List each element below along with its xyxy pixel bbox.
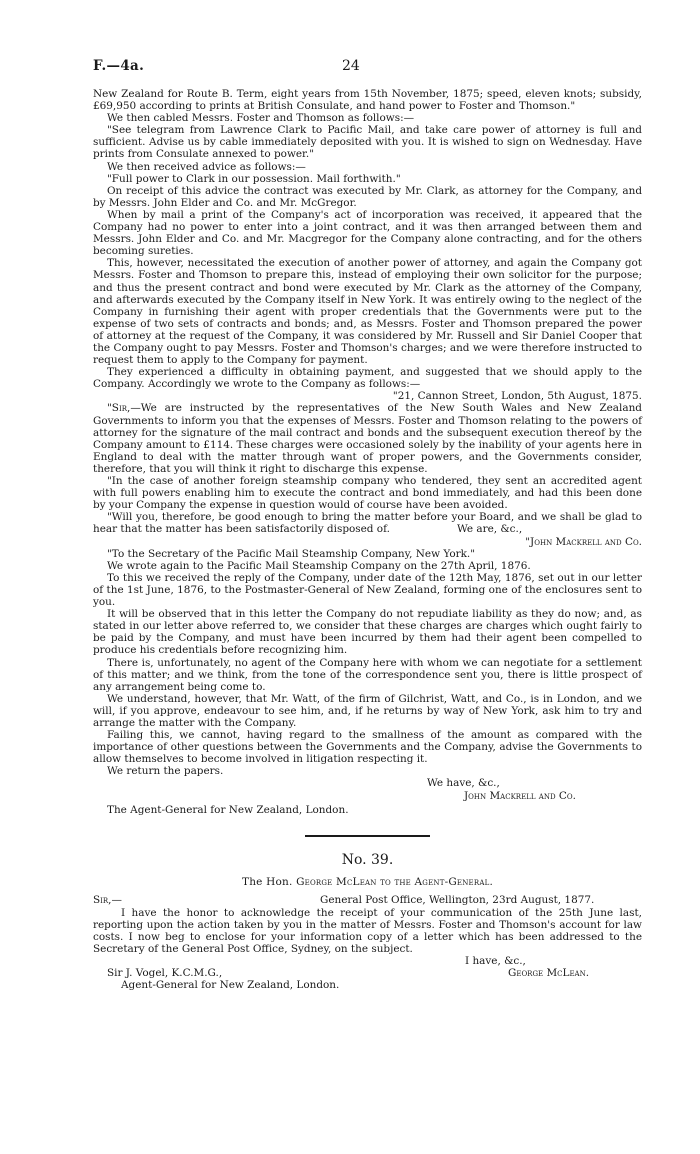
salutation-row — [93, 894, 642, 907]
paragraph: They experienced a difficulty in obtaining payment, and suggested that we should apply to the Company. Accordingly we wrote to the Company as follows:— — [93, 366, 642, 391]
closing-i-have: I have, &c., — [465, 955, 526, 968]
letter-body: I have the honor to acknowledge the receipt of your communication of the 25th June last, reporting upon the action taken by you in the matter of Messrs. Foster and Thomson's account for law costs. I now beg to enclose for your information copy of a letter which has been addressed to the Secretary of the General Post Office, Sydney, on the subject. — [93, 906, 642, 955]
letter-address: "21, Cannon Street, London, 5th August, 1875. — [392, 390, 642, 403]
letter-addressee: "To the Secretary of the Pacific Mail Steamship Company, New York." — [107, 547, 476, 560]
paragraph: This, however, necessitated the execution of another power of attorney, and again the Company got Messrs. Foster and Thomson to prepare this, instead of employing their own solicitor for the purpose; and thus the present contract and bond were executed by Mr. Clark as the attorney of the Company, and afterwards executed by the Company itself in New York. It was entirely owing to the neglect of the Company in furnishing their agent with proper credentials that the Governments were put to the expense of two sets of contracts and bonds; and, as Messrs. Foster and Thomson prepared the power of attorney at the request of the Company, it was considered by Mr. Russell and Sir Daniel Cooper that the Company ought to pay Messrs. Foster and Thomson's charges; and we were therefore instructed to request them to apply to the Company for payment. — [93, 257, 642, 367]
sender-address: General Post Office, Wellington, 23rd August, 1877. — [320, 893, 595, 906]
paragraph: "Full power to Clark in our possession. Mail forthwith." — [107, 172, 401, 185]
document-body — [93, 88, 642, 816]
letter-paragraph: "Will you, therefore, be good enough to bring the matter before your Board, and we shall be glad to hear that the matter has been satisfactorily disposed of. — [93, 511, 642, 536]
from-prefix: The Hon. — [242, 875, 293, 888]
closing-signature: John Mackrell and Co. — [464, 789, 576, 802]
letter-closing: We are, &c., — [457, 523, 523, 536]
document-page — [93, 58, 642, 991]
closing-we-have: We have, &c., — [427, 777, 500, 790]
paragraph: We return the papers. — [107, 765, 224, 778]
section-divider — [305, 835, 430, 837]
paragraph: When by mail a print of the Company's act of incorporation was received, it appeared that the Company had no power to enter into a joint contract, and it was then arranged between them and Messrs. John Elder and Co. and Mr. Macgregor for the Company alone contracting, and for the others becoming sureties. — [93, 208, 642, 258]
letter-salutation: "Sir, — [107, 402, 131, 415]
from-name: George McLean — [296, 875, 377, 888]
paragraph: New Zealand for Route B. Term, eight years from 15th November, 1875; speed, eleven knots; subsidy, £69,950 according to prints at British Consulate, and hand power to Foster and Thomson." — [93, 88, 642, 113]
paragraph: We understand, however, that Mr. Watt, of the firm of Gilchrist, Watt, and Co., is in London, and we will, if you approve, endeavour to see him, and, if he returns by way of New York, ask him to try and arrange the matter with the Company. — [93, 692, 642, 729]
paragraph: On receipt of this advice the contract was executed by Mr. Clark, as attorney for the Company, and by Messrs. John Elder and Co. and Mr. McGregor. — [93, 184, 642, 209]
letter-paragraph — [93, 402, 642, 475]
paragraph: There is, unfortunately, no agent of the Company here with whom we can negotiate for a settlement of this matter; and we think, from the tone of the correspondence sent you, there is little prospect of any arrangement being come to. — [93, 656, 642, 693]
folio-reference: F.—4a. — [93, 58, 145, 74]
signature-row — [93, 967, 642, 979]
salutation: Sir,— — [93, 893, 122, 906]
recipient-name: Sir J. Vogel, K.C.M.G., — [107, 967, 223, 980]
letter-39-body — [93, 894, 642, 992]
closing-addressee: The Agent-General for New Zealand, London. — [107, 803, 349, 816]
paragraph: We wrote again to the Pacific Mail Steamship Company on the 27th April, 1876. — [107, 559, 531, 572]
letter-text: —We are instructed by the representatives of the New South Wales and New Zealand Governments to inform you that the expenses of Messrs. Foster and Thomson relating to the powers of attorney for the signature of the mail contract and bonds and the subsequent execution thereof by the Company amount to £114. These charges were occasioned solely by the inability of your agents here in England to deal with the matter through want of proper powers, and the Governments consider, therefore, that you will think it right to discharge this expense. — [93, 402, 642, 475]
letter-paragraph: "In the case of another foreign steamship company who tendered, they sent an accredited agent with full powers enabling him to execute the contract and bond immediately, and had this been done by your Company the expense in question would of course have been avoided. — [93, 475, 642, 512]
paragraph: "See telegram from Lawrence Clark to Pacific Mail, and take care power of attorney is full and sufficient. Advise us by cable immediately deposited with you. It is wished to sign on Wednesday. Have prints from Consulate annexed to power." — [93, 124, 642, 161]
recipient-title: Agent-General for New Zealand, London. — [121, 979, 340, 992]
paragraph: It will be observed that in this letter the Company do not repudiate liability as they do now; and, as stated in our letter above referred to, we consider that these charges are charges which ought fairly to be paid by the Company, and must have been incurred by them had their agent been compelled to produce his credentials before recognizing him. — [93, 608, 642, 657]
page-header — [93, 58, 642, 88]
to-text: to the Agent-General. — [380, 875, 493, 888]
signatory: George McLean. — [508, 967, 590, 980]
paragraph: Failing this, we cannot, having regard to the smallness of the amount as compared with the importance of other questions between the Governments and the Company, advise the Governments to allow themselves to become involved in litigation respecting it. — [93, 729, 642, 766]
from-to-line — [93, 876, 642, 888]
document-number-heading: No. 39. — [341, 851, 394, 868]
letter-signature: "John Mackrell and Co. — [525, 535, 642, 548]
paragraph: We then received advice as follows:— — [107, 160, 306, 173]
page-number: 24 — [342, 58, 360, 74]
paragraph: We then cabled Messrs. Foster and Thomson as follows:— — [107, 112, 415, 125]
paragraph: To this we received the reply of the Company, under date of the 12th May, 1876, set out in our letter of the 1st June, 1876, to the Postmaster-General of New Zealand, forming one of the enclosures sent to you. — [93, 571, 642, 609]
